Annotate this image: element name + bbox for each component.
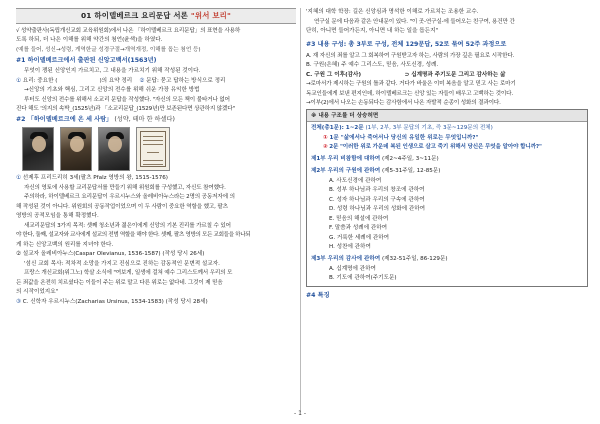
question-2	[311, 143, 583, 151]
portrait-olevianus	[60, 127, 92, 171]
section-4-title: #4 특징	[306, 291, 330, 299]
section-2-title-rest: (성약, 테마 한 하셀다)	[114, 116, 175, 124]
catechism-title-page	[136, 127, 170, 171]
item-1-icon: ①	[16, 77, 22, 84]
section-3-c-detail: ⊃ 십계명과 주기도문 그리고 감사하는 삶	[404, 71, 506, 78]
section-1-title: #1 하이델베르크에서 출판된 신앙고백서(1563년)	[16, 56, 157, 64]
intro-line-1: √ 성약출판사(독립개신교회 교육위원회)에서 나온 「하이델베르크 요리문답」의 표현을 사용하	[16, 27, 241, 34]
person-1-text: 주의하라, 하이델베르크 요리문답이 우르시누스와 올레비아누스라는 2명의 공동저자에 의	[24, 194, 235, 201]
person-1-text: 새교리문답의 3가지 목적: 셋째 청소년과 젊은이에게 신앙의 기본 진리를 가르칠 수 있어	[24, 222, 231, 229]
title-accent: "위서 보리"	[190, 10, 232, 20]
portrait-row	[16, 127, 296, 171]
section-2-title-main: #2 「하이델베르크에 온 세 사람」	[16, 116, 113, 124]
face-shape	[32, 136, 46, 152]
right-column	[306, 8, 588, 302]
part-1-row	[311, 155, 583, 163]
face-shape	[108, 136, 122, 152]
section-1-text-2: →신앙의 기초와 핵심, 그리고 신앙의 전수를 위해 쉬운 가장 유익한 방법	[24, 87, 200, 94]
question-1-icon: ①	[323, 134, 328, 141]
part-1-label: 제1부 우리 비참함에 대하여	[311, 156, 381, 163]
intro-row	[311, 124, 583, 132]
section-1-text: 무엇이 쟁된 신앙인지 가르치고, 그 내용을 가르치기 위해 작성된 것이다.	[24, 68, 201, 75]
section-3-a: A. 재 자신의 죄를 알고 그 회복하여 구원받고자 하는, 사람의 가장 깊은 필요로 시작한다.	[306, 52, 515, 59]
section-1-text-4: 진다 해도 '의지의 속박_(1525년)과 「소교리문답_(1529년)만 보존된다면 상관하지 않겠다"	[16, 106, 235, 113]
person-3-name: C. 신학자 우르시누스(Zacharias Ursinus, 1534-1583) (작성 당시 28세)	[22, 298, 208, 305]
part-3-range: (제32-51주일, 86-129문)	[381, 256, 448, 263]
part-3-item-b: B. 기도에 관하여(주기도문)	[329, 275, 397, 282]
part-1-range: (제2~4주일, 3~11문)	[381, 156, 439, 163]
person-2-text: '섬신 교회 목사: 적차적 소망을 가지고 진심으로 진하는 감동적인 문변적 설교자.	[24, 260, 220, 267]
item-3-icon: ③	[16, 298, 22, 305]
title-page-line	[147, 152, 159, 153]
title-number: 01	[80, 10, 92, 20]
face-shape	[70, 136, 84, 152]
ursinus-text: '지혜의 대학 학장: 길은 신앙심과 명석한 이해로 가르치는 조용한 교수.	[306, 9, 479, 15]
question-1-text: 1문 "삶에서나 죽어서나 당신의 유일한 위로는 무엇입니까?"	[329, 134, 479, 141]
person-2-heading: ② 설교자 올레비아누스(Caspar Olevianus, 1536-1587) (작성 당시 26세)	[16, 251, 205, 258]
section-1-text-3: 루터도 신앙의 전수를 위해서 소교리 문답을 작성했다. "자신의 모든 책이 불타거나 없어	[24, 96, 230, 103]
section-3-text: 독교인들에게 보낸 편지인데, 하이델베르크는 신앙 있는 자들이 배우고 고백하는 것이다.	[306, 90, 514, 97]
intro-line-2: 도록 하되, 더 나은 이해를 위해 약간의 첨언(윤색)을 하였다.	[16, 37, 163, 44]
section-3-c-label: C. 구원 그 이후(감사)	[306, 71, 362, 78]
title-main: 하이델베르크 요리문답 서론	[94, 10, 189, 20]
person-2-text: 프랑스 개신교회(위그노) 학살 소식에 "여보게, 일생에 걸쳐 예수 그리스도께서 우리의 모	[24, 270, 233, 277]
intro-line-3: (예를 들어, 성신→성령, 게역한글 성경구절→개역개정, 이해를 돕는 첨언 등)	[16, 46, 201, 53]
item-2-label: 문답: 묻고 답하는 방식으로 정리	[146, 77, 226, 84]
ursinus-text: 단히, 아니면 들어가든지, 아니면 내 하는 일을 돕든지"	[306, 28, 439, 34]
left-column	[16, 8, 296, 307]
person-2-text: 의 시작이었지요"	[16, 289, 59, 296]
person-3-heading	[16, 298, 296, 306]
part-2-item-f: F. 말씀과 성례에 관하여	[329, 225, 388, 232]
person-1-heading	[16, 174, 296, 182]
title-page-line	[143, 144, 163, 145]
section-2-title	[16, 116, 296, 125]
question-1	[311, 134, 583, 142]
page-number: - 1 -	[294, 410, 306, 417]
person-2-text: 든 죄값을 온전히 치르셨다는 이들이 주는 위로 말고 다른 위로는 없다네. 그것이 제 믿음	[16, 279, 223, 286]
person-1-text: 야 한다, 둘째, 설교자와 교사에게 설교의 전범 역할을 해야 한다. 셋째, 팔츠 영방의 모든 교회들을 하나되	[16, 232, 251, 239]
person-1-text: 해 작성된 것이 아니다. 위원회의 공동작업이었으며 이 두 사람이 중요한 역할을 했고, 팔츠	[16, 203, 228, 210]
portrait-frederick	[22, 127, 54, 171]
column-divider	[300, 8, 301, 412]
section-3-b: B. 구원(은혜) 주 예수 그리스도, 믿음, 사도신경, 성례.	[306, 62, 439, 69]
item-1-label: 요리: 중요한 (	[22, 77, 58, 84]
part-3-row	[311, 255, 583, 263]
section-1-items	[16, 77, 296, 85]
part-2-range: (제5-31주일, 12-85문)	[381, 168, 441, 175]
section-3-c	[306, 71, 588, 79]
intro-label: 전체(총1문): 1~2문	[311, 125, 364, 132]
item-1-icon: ①	[16, 175, 22, 182]
part-2-item-d: D. 성령 하나님과 우리의 성화에 관하여	[329, 206, 426, 213]
part-2-item-c: C. 성자 하나님과 우리의 구속에 관하여	[329, 196, 425, 203]
part-3-label: 제3부 우리의 감사에 관하여	[311, 256, 381, 263]
structure-box	[306, 109, 588, 287]
person-1-text: 영방의 공적모임을 통해 확정했다.	[16, 213, 99, 220]
part-2-item-e: E. 믿음의 해설에 관하여	[329, 215, 389, 222]
title-page-line	[143, 164, 163, 165]
person-1-name: 선제후 프리드리히 3세(팔츠 Pfalz 영방의 왕, 1515-1576)	[22, 175, 168, 182]
ursinus-text: 연구실 문에 다음과 같은 안내문이 있다. "이 곳-연구실-에 들어오는 친구여, 용건만 간	[314, 18, 515, 25]
title-page-line	[143, 136, 163, 137]
question-2-text: 2문 "이러한 위로 가운데 복된 인생으로 살고 죽기 위해서 당신은 무엇을 알아야 합니까?"	[329, 144, 542, 151]
page-title	[16, 8, 296, 24]
person-1-text: 게 하는 신앙고백의 원리를 지녀야 한다.	[16, 241, 114, 248]
part-2-item-g: G. 거룩한 세례에 관하여	[329, 234, 390, 241]
part-2-item-h: H. 성찬에 관하여	[329, 244, 371, 251]
part-2-label: 제2부 우리의 구원에 관하여	[311, 168, 381, 175]
question-2-icon: ②	[323, 144, 328, 151]
title-page-line	[143, 140, 163, 141]
section-3-text: →로마서가 제시하는 구원의 틀과 같다. 거다가 바울은 이미 복음을 알고 믿고 사는 로마기	[306, 81, 516, 88]
section-3-title: #3 내용 구성: 총 3부로 구성, 전체 129문답, 52로 묶여 52주 과정으로	[306, 41, 507, 49]
item-1-mid: )의 요약 정리	[99, 77, 133, 84]
part-2-item-b: B. 성부 하나님과 우리의 창조에 관하여	[329, 187, 425, 194]
part-3-item-a: A. 십계명에 관하여	[329, 265, 376, 272]
title-page-line	[143, 160, 163, 161]
person-1-text: 자신의 영토에 사용할 교리문답서를 만들기 위해 위원회를 구성했고, 자신도 참여했다.	[24, 184, 226, 191]
item-2-icon: ②	[139, 77, 145, 84]
part-2-item-a: A. 사도신경에 관하여	[329, 177, 382, 184]
structure-box-header: ※ 내용 구조를 더 상승허면	[307, 110, 587, 122]
part-2-row	[311, 167, 583, 175]
section-3-text: →이부(2)에서 나오는 손동되다는 감사함에서 나온 자발적 순종이 성화의 결과이다.	[306, 100, 501, 107]
intro-rest: (1부, 2부, 3부 문답의 기초, 즉 3문~129문의 전체)	[365, 125, 493, 132]
portrait-ursinus	[98, 127, 130, 171]
